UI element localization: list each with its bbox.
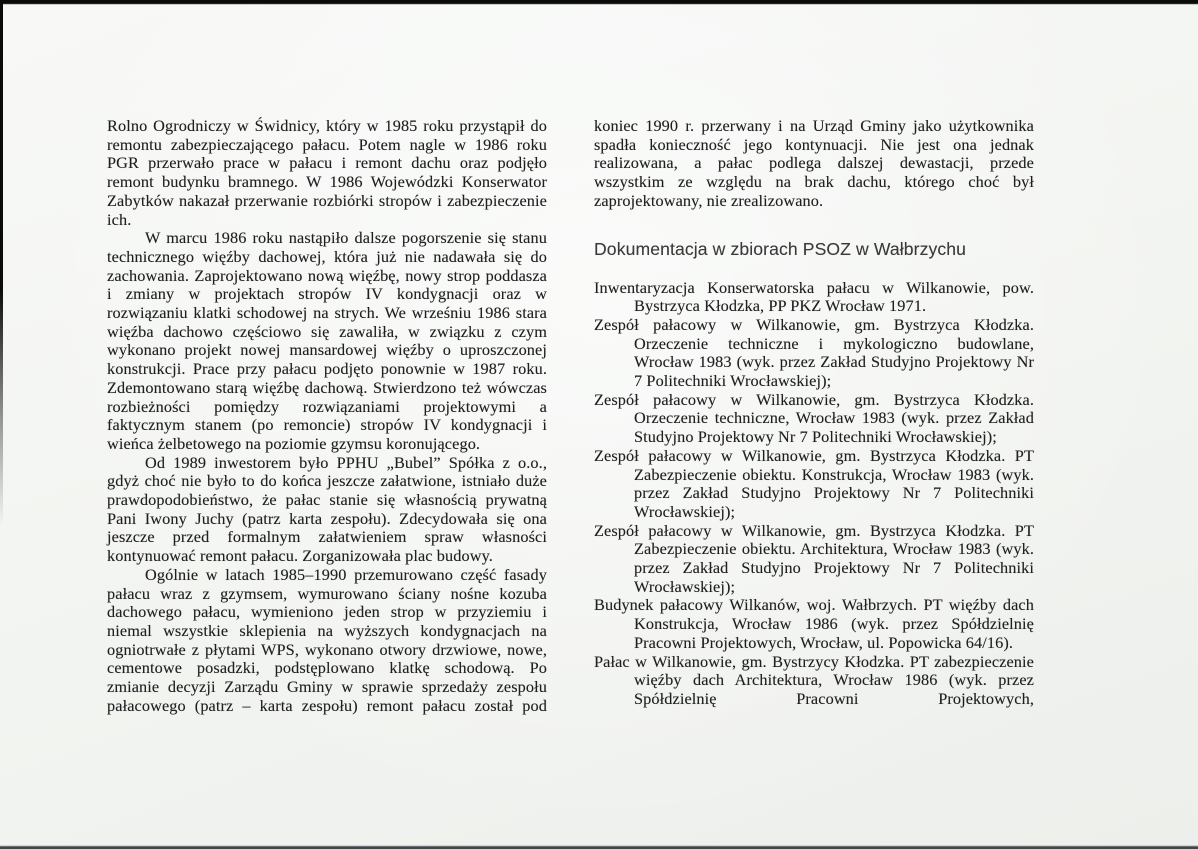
scan-edge-bottom bbox=[0, 845, 1198, 849]
bibliography-entry: Zespół pałacowy w Wilkanowie, gm. Bystrzyca Kłodzka. Orzeczenie techniczne i mykologiczno budowlane, Wrocław 1983 (wyk. przez Zakład Studyjno Projektowy Nr 7 Politechniki Wrocławskiej); bbox=[594, 314, 1034, 391]
paragraph-continuation-from-previous-page: Rolno Ogrodniczy w Świdnicy, który w 1985 roku przystąpił do remontu zabezpieczającego pałacu. Potem nagle w 1986 roku PGR przerwało prace w pałacu i remont dachu oraz podjęło remont budynku bramnego. W 1986 Wojewódzki Konserwator Zabytków nakazał przerwanie rozbiórki stropów i zabezpieczenie ich. bbox=[107, 116, 547, 229]
bibliography-entry: Budynek pałacowy Wilkanów, woj. Wałbrzych. PT więźby dach Konstrukcja, Wrocław 1986 (wyk. przez Spółdzielnię Pracowni Projektowych, Wrocław, ul. Popowicka 64/16). bbox=[594, 595, 1034, 652]
bibliography-entry-cut-off: Pałac w Wilkanowie, gm. Bystrzycy Kłodzka. PT zabezpieczenie więźby dach Architektura, Wrocław 1986 (wyk. przez Spółdzielnię Pracowni Projektowych, bbox=[594, 651, 1034, 708]
bibliography-entry: Zespół pałacowy w Wilkanowie, gm. Bystrzyca Kłodzka. PT Zabezpieczenie obiektu. Architektura, Wrocław 1983 (wyk. przez Zakład Studyjno Projektowy Nr 7 Politechniki Wrocławskiej); bbox=[594, 520, 1034, 596]
left-text-column bbox=[107, 117, 547, 716]
scan-edge-top bbox=[0, 0, 1198, 5]
paragraph-continues-next-column: Ogólnie w latach 1985–1990 przemurowano część fasady pałacu wraz z gzymsem, wymurowano ściany nośne kozuba dachowego pałacu, wymieniono jeden strop w przyziemiu i niemal wszystkie sklepienia na wyższych kondygnacjach na ogniotrwałe z płytami WPS, wykonano otwory drzwiowe, nowe, cementowe posadzki, podstęplowano klatkę schodową. Po zmianie decyzji Zarządu Gminy w sprawie sprzedaży zespołu pałacowego (patrz – karta zespołu) remont pałacu został pod bbox=[107, 564, 547, 715]
right-text-column bbox=[594, 117, 1034, 709]
bibliography-entry: Zespół pałacowy w Wilkanowie, gm. Bystrzyca Kłodzka. PT Zabezpieczenie obiektu. Konstrukcja, Wrocław 1983 (wyk. przez Zakład Studyjno Projektowy Nr 7 Politechniki Wrocławskiej); bbox=[594, 445, 1034, 521]
section-heading: Dokumentacja w zbiorach PSOZ w Wałbrzychu bbox=[594, 238, 967, 259]
bibliography-entry: Zespół pałacowy w Wilkanowie, gm. Bystrzyca Kłodzka. Orzeczenie techniczne, Wrocław 1983 (wyk. przez Zakład Studyjno Projektowy Nr 7 Politechniki Wrocławskiej); bbox=[594, 389, 1034, 447]
paragraph: W marcu 1986 roku nastąpiło dalsze pogorszenie się stanu technicznego więźby dachowej, która już nie nadawała się do zachowania. Zaprojektowano nową więźbę, nowy strop poddasza i zmiany w projektach stropów IV kondygnacji oraz w rozwiązaniu klatki schodowej na strych. We wrześniu 1986 stara więźba dachowo częściowo się zawaliła, w związku z czym wykonano projekt nowej mansardowej więźby o uproszczonej konstrukcji. Prace przy pałacu podjęto ponownie w 1987 roku. Zdemontowano starą więźbę dachową. Stwierdzono też wówczas rozbieżności pomiędzy rozwiązaniami projektowymi a faktycznym stanem (po remoncie) stropów IV kondygnacji i wieńca żelbetowego na poziomie gzymsu koronującego. bbox=[107, 228, 547, 453]
paragraph: Od 1989 inwestorem było PPHU „Bubel” Spółka z o.o., gdyż choć nie było to do końca jeszcze załatwione, istniało duże prawdopodobieństwo, że pałac stanie się własnością prywatną Pani Iwony Juchy (patrz karta zespołu). Zdecydowała się ona jeszcze przed formalnym załatwieniem spraw własności kontynuować remont pałacu. Zorganizowała plac budowy. bbox=[107, 452, 547, 566]
bibliography-entry: Inwentaryzacja Konserwatorska pałacu w Wilkanowie, pow. Bystrzyca Kłodzka, PP PKZ Wrocław 1971. bbox=[594, 277, 1034, 316]
scan-edge-left bbox=[0, 0, 3, 526]
paragraph-continuation-from-left-column: koniec 1990 r. przerwany i na Urząd Gminy jako użytkownika spadła konieczność jego kontynuacji. Nie jest ona jednak realizowana, a pałac podlega dalszej dewastacji, przede wszystkim ze względu na brak dachu, którego choć był zaprojektowany, nie zrealizowano. bbox=[594, 116, 1034, 210]
bibliography-list bbox=[594, 279, 1034, 709]
